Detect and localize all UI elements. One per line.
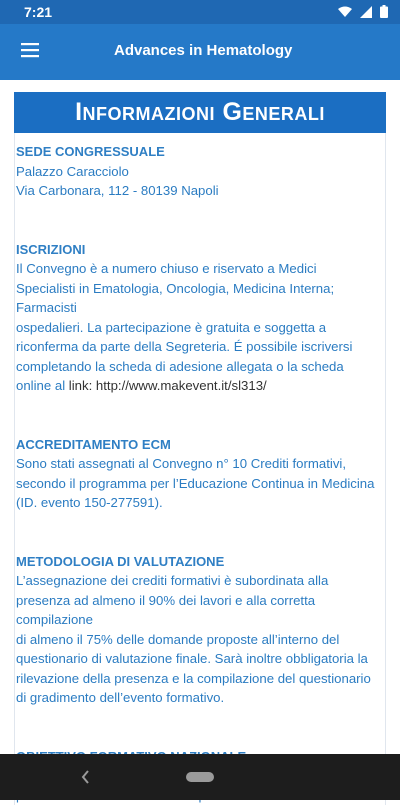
app-title: Advances in Hematology <box>114 42 292 59</box>
status-bar <box>0 0 400 24</box>
section-accreditamento-ecm <box>16 396 385 513</box>
body-line: rilevazione della presenza e la compilazione del questionario <box>16 669 385 689</box>
back-chevron-icon[interactable] <box>80 767 92 792</box>
body-line: di gradimento dell’evento formativo. <box>16 688 385 708</box>
body-line: ospedalieri. La partecipazione è gratuita e soggetta a <box>16 318 385 338</box>
body-line: Sono stati assegnati al Convegno n° 10 Crediti formativi, <box>16 454 385 474</box>
body-line: Via Carbonara, 112 - 80139 Napoli <box>16 181 385 201</box>
section-title: METODOLOGIA DI VALUTAZIONE <box>16 552 385 572</box>
hamburger-menu-icon <box>21 43 39 62</box>
status-time: 7:21 <box>24 4 52 20</box>
section-sede-congressuale <box>16 133 385 201</box>
section-title: ACCREDITAMENTO ECM <box>16 435 385 455</box>
section-body <box>16 162 385 201</box>
body-line-link <box>16 376 385 396</box>
section-body <box>16 259 385 396</box>
body-line: di almeno il 75% delle domande proposte all’interno del <box>16 630 385 650</box>
body-line: Palazzo Caracciolo <box>16 162 385 182</box>
section-title: SEDE CONGRESSUALE <box>16 142 385 162</box>
body-line: (ID. evento 150-277591). <box>16 493 385 513</box>
section-metodologia-valutazione <box>16 513 385 708</box>
body-line: Farmacisti <box>16 298 385 318</box>
body-line: completando la scheda di adesione allegata o la scheda <box>16 357 385 377</box>
section-body <box>16 571 385 708</box>
battery-icon <box>380 5 388 23</box>
link-prefix: online al <box>16 378 69 393</box>
body-line: L’assegnazione dei crediti formativi è subordinata alla <box>16 571 385 591</box>
info-banner <box>14 92 386 133</box>
body-line: questionario di valutazione finale. Sarà inoltre obbligatoria la <box>16 649 385 669</box>
body-line: compilazione <box>16 610 385 630</box>
signal-icon <box>360 5 372 23</box>
menu-button[interactable] <box>12 34 48 70</box>
body-line: presenza ad almeno il 90% dei lavori e alla corretta <box>16 591 385 611</box>
home-pill-icon[interactable] <box>186 772 214 782</box>
body-line: Specialisti in Ematologia, Oncologia, Medicina Interna; <box>16 279 385 299</box>
banner-title: Informazioni Generali <box>75 98 325 127</box>
wifi-icon <box>338 5 352 23</box>
body-line: secondo il programma per l’Educazione Continua in Medicina <box>16 474 385 494</box>
content-scroll[interactable] <box>0 80 400 754</box>
info-panel <box>14 133 386 805</box>
section-body <box>16 454 385 513</box>
system-nav-bar <box>0 754 400 800</box>
section-iscrizioni <box>16 201 385 396</box>
body-line: riconferma da parte della Segreteria. É possibile iscriversi <box>16 337 385 357</box>
body-line: Il Convegno è a numero chiuso e riservato a Medici <box>16 259 385 279</box>
app-bar <box>0 24 400 80</box>
section-title: ISCRIZIONI <box>16 240 385 260</box>
status-icons <box>338 5 388 23</box>
registration-link[interactable]: link: http://www.makevent.it/sl313/ <box>69 378 267 393</box>
